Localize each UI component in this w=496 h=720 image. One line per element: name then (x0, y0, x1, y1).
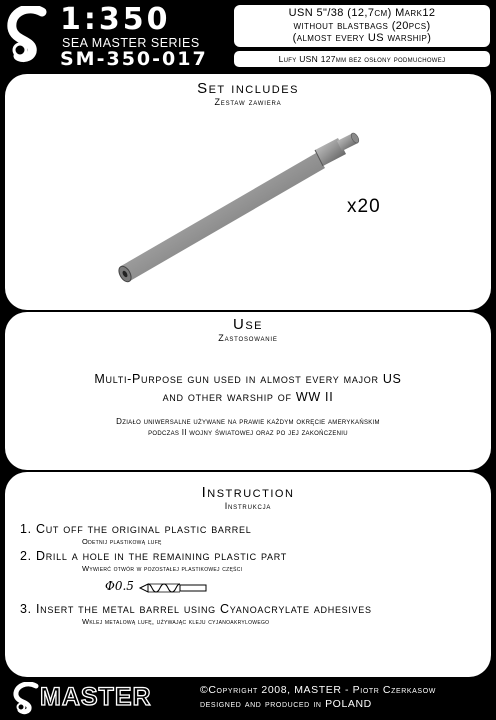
instruction-step (20, 602, 490, 626)
use-subtitle: Zastosowanie (218, 333, 278, 343)
set-includes-subtitle: Zestaw zawiera (214, 97, 282, 107)
quantity-label: x20 (347, 196, 381, 217)
brand-name: MASTER (40, 683, 152, 711)
product-title-line: USN 5"/38 (12,7cm) Mark12 (288, 7, 436, 19)
instruction-title: Instruction (201, 484, 295, 501)
header (0, 0, 496, 72)
instruction-step (20, 549, 490, 573)
use-description-line: and other warship of WW II (162, 390, 334, 404)
instruction-step (20, 522, 490, 546)
step-subtext: Wywierć otwór w pozostałej plastikowej części (82, 564, 243, 573)
product-code: SM-350-017 (60, 48, 208, 70)
step-subtext: Wklej metalową lufę, używając kleju cyjanoakrylowego (82, 617, 270, 626)
scale-label: 1:350 (60, 2, 171, 37)
polish-title: Lufy USN 127mm bez osłony podmuchowej (234, 51, 490, 67)
set-includes-panel (5, 74, 491, 310)
use-description-line: Multi-Purpose gun used in almost every major US (94, 372, 402, 386)
footer (0, 677, 496, 720)
product-title-line: without blastbags (20pcs) (293, 19, 431, 32)
product-title-line: (almost every US warship) (292, 32, 432, 44)
s-hook-logo-icon (6, 6, 52, 64)
use-title: Use (232, 316, 263, 333)
copyright-line: ©Copyright 2008, MASTER - Piotr Czerkasow (200, 684, 436, 696)
drill-diagram (20, 576, 490, 598)
copyright (200, 684, 490, 711)
use-description-polish-line: Działo uniwersalne używane na prawie każdym okręcie amerykańskim (116, 417, 380, 426)
s-hook-logo-icon (12, 682, 42, 715)
instruction-steps (20, 522, 490, 629)
drill-diameter: Φ0.5 (105, 579, 134, 593)
series-label: SEA MASTER SERIES (62, 36, 200, 50)
step-text: 3. Insert the metal barrel using Cyanoacrylate adhesives (20, 602, 372, 616)
use-description-polish (5, 416, 491, 438)
product-title-box (234, 5, 490, 47)
use-description-polish-line: podczas II wojny światowej oraz po jej zakończeniu (148, 428, 348, 437)
step-text: 2. Drill a hole in the remaining plastic part (20, 549, 287, 563)
gun-barrel-image (111, 114, 371, 294)
set-includes-title: Set includes (197, 80, 299, 97)
step-subtext: Odetnij plastikową lufę (82, 537, 162, 546)
drill-bit-icon (138, 582, 208, 594)
copyright-line: designed and produced in POLAND (200, 697, 372, 710)
step-text: 1. Cut off the original plastic barrel (20, 522, 252, 536)
instruction-panel (5, 472, 491, 677)
use-description (5, 370, 491, 406)
instruction-subtitle: Instrukcja (224, 501, 272, 511)
use-panel (5, 312, 491, 470)
